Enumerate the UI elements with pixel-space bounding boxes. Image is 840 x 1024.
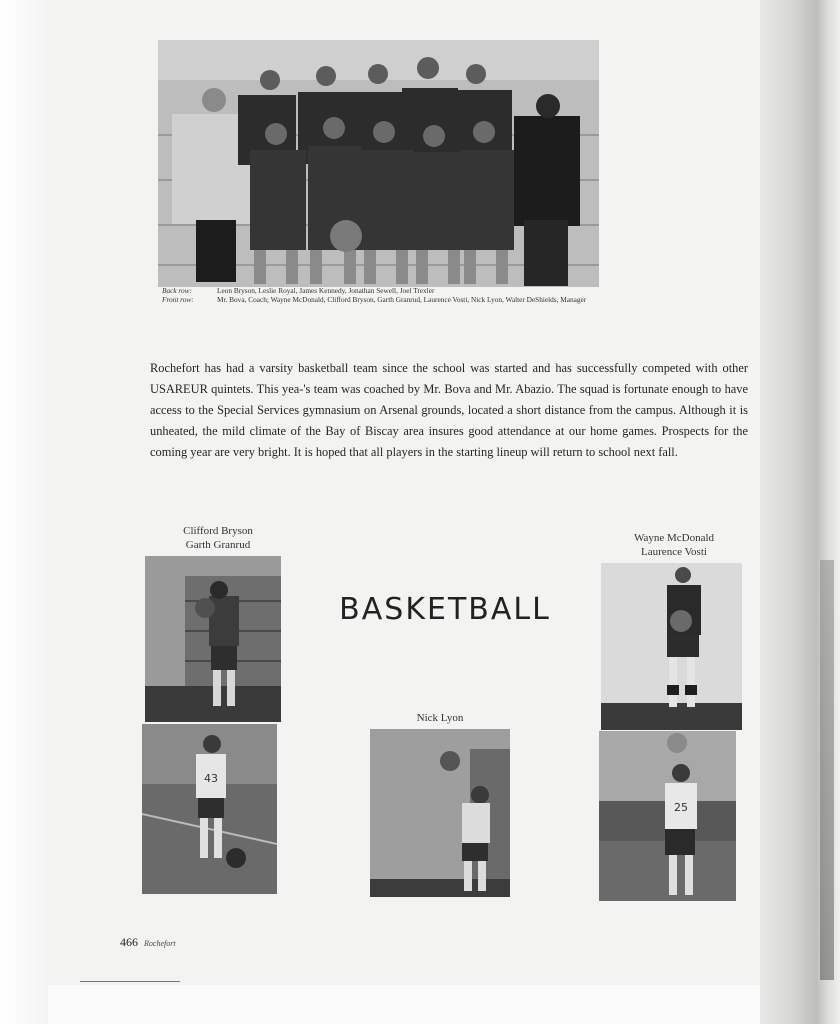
jersey-number-25: 25 xyxy=(674,801,688,814)
folio xyxy=(120,935,176,950)
left-player-name-2: Garth Granrud xyxy=(185,539,251,551)
right-player-name-1: Wayne McDonald xyxy=(633,532,715,544)
player-photo-right-bottom xyxy=(599,731,736,901)
bottom-margin xyxy=(48,985,760,1024)
front-row-names: Mr. Bova, Coach; Wayne McDonald, Clifford Bryson, Garth Granrud, Laurence Vosti, Nick Lyon, Walter DeShields, Manager xyxy=(217,294,587,304)
bottom-rule xyxy=(80,981,180,982)
player-photo-center xyxy=(370,729,510,897)
player-photo-left-top xyxy=(145,556,281,722)
jersey-number-43: 43 xyxy=(204,772,218,785)
right-player-name-2: Laurence Vosti xyxy=(641,546,707,558)
page-number: 466 xyxy=(120,935,138,949)
team-photo xyxy=(158,40,599,287)
center-player-name: Nick Lyon xyxy=(416,712,464,724)
player-photo-left-bottom xyxy=(142,724,277,894)
left-player-name-1: Clifford Bryson xyxy=(183,525,253,537)
back-row-names: Leon Bryson, Leslie Royal, James Kennedy, Jonathan Sewell, Joel Trexler xyxy=(217,286,435,295)
left-margin xyxy=(0,0,48,1024)
player-photo-right-top xyxy=(601,563,742,730)
right-player-names xyxy=(604,531,744,559)
article-paragraph: Rochefort has had a varsity basketball team since the school was started and has successfully competed with other USAREUR quintets. This yea-'s team was coached by Mr. Bova and Mr. Abazio. The squad is fortunate enough to have access to the Special Services gymnasium on Arsenal grounds, located a short distance from the campus. Although it is unheated, the mild climate of the Bay of Biscay area insures good attendance at our home games. Prospects for the coming year are very bright. It is hoped that all players in the starting lineup will return to school next fall. xyxy=(150,361,748,459)
folio-section: Rochefort xyxy=(144,939,176,948)
back-row-label: Back row: xyxy=(162,286,192,295)
page-title: BASKETBALL xyxy=(339,592,551,627)
binding-edge xyxy=(760,0,840,1024)
front-row-label: Front row: xyxy=(162,294,194,304)
left-player-names xyxy=(150,524,286,552)
caption-front-row xyxy=(162,296,602,305)
team-photo-caption xyxy=(162,287,602,304)
